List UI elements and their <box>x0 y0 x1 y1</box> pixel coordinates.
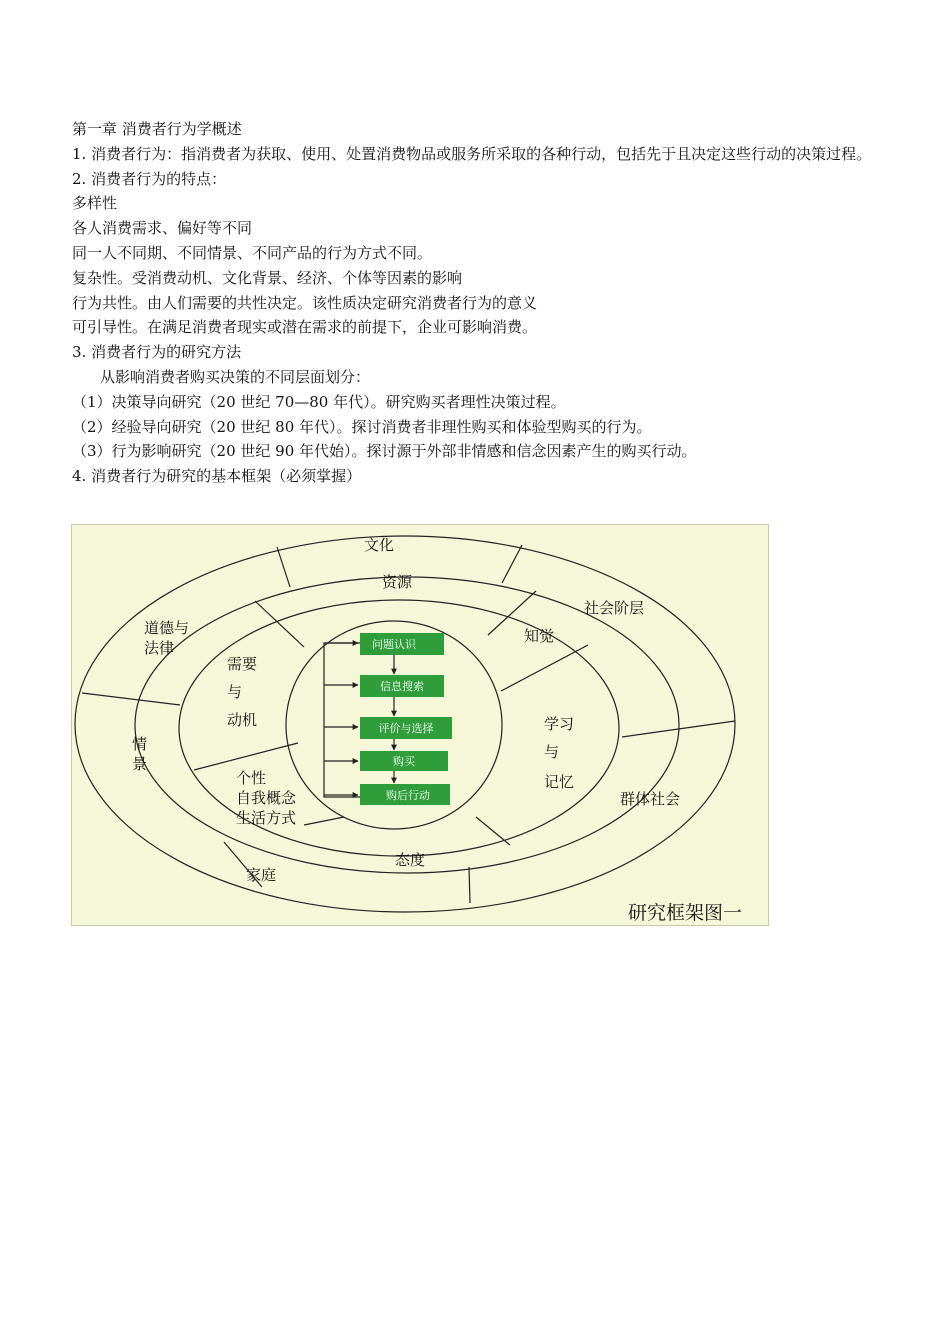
text-line: 复杂性。受消费动机、文化背景、经济、个体等因素的影响 <box>72 268 463 287</box>
label-culture: 文化 <box>363 536 395 554</box>
figure-caption: 研究框架图一 <box>628 902 743 924</box>
text-line: （3）行为影响研究（20 世纪 90 年代始）。探讨源于外部非情感和信念因素产生的购买行动。 <box>72 442 697 461</box>
label-learning: 记忆 <box>544 773 575 791</box>
label-social-class: 社会阶层 <box>584 599 645 617</box>
step-label: 信息搜索 <box>380 680 424 693</box>
label-resources: 资源 <box>381 573 413 591</box>
document-body <box>72 117 872 489</box>
divider <box>502 545 522 583</box>
label-situation: 景 <box>132 755 148 773</box>
step-label: 评价与选择 <box>378 722 434 735</box>
text-line: 各人消费需求、偏好等不同 <box>72 219 253 238</box>
text-line: 行为共性。由人们需要的共性决定。该性质决定研究消费者行为的意义 <box>72 293 538 312</box>
text-line: 多样性 <box>72 194 118 213</box>
divider <box>304 817 344 825</box>
heading-characteristics: 2. 消费者行为的特点： <box>72 169 227 188</box>
label-group: 群体社会 <box>620 790 681 808</box>
text-line: 可引导性。在满足消费者现实或潜在需求的前提下，企业可影响消费。 <box>72 318 538 337</box>
label-needs: 与 <box>227 683 243 701</box>
heading-framework: 4. 消费者行为研究的基本框架（必须掌握） <box>72 467 362 486</box>
label-perception: 知觉 <box>524 627 555 645</box>
divider <box>476 817 510 845</box>
label-family: 家庭 <box>246 866 277 884</box>
divider <box>469 867 470 903</box>
process-steps <box>360 633 452 805</box>
label-learning: 学习 <box>544 715 575 733</box>
flow-bracket <box>324 643 360 797</box>
label-ethics: 道德与 <box>144 619 190 637</box>
label-personality: 生活方式 <box>236 809 297 827</box>
divider <box>277 547 290 587</box>
divider <box>501 645 588 691</box>
label-personality: 自我概念 <box>236 789 297 807</box>
text-line: （1）决策导向研究（20 世纪 70—80 年代）。研究购买者理性决策过程。 <box>72 392 566 411</box>
step-label: 购买 <box>393 755 415 768</box>
framework-svg <box>72 525 768 925</box>
text-line: （2）经验导向研究（20 世纪 80 年代）。探讨消费者非理性购买和体验型购买的行为。 <box>72 417 652 436</box>
label-personality: 个性 <box>236 769 267 787</box>
divider <box>255 601 304 647</box>
step-label: 购后行动 <box>386 789 430 802</box>
text-line: 同一人不同期、不同情景、不同产品的行为方式不同。 <box>72 243 433 262</box>
step-label: 问题认识 <box>372 638 416 651</box>
label-needs: 需要 <box>227 655 258 673</box>
label-needs: 动机 <box>227 711 258 729</box>
label-attitude: 态度 <box>394 851 426 869</box>
divider <box>82 693 180 705</box>
framework-diagram <box>71 524 769 926</box>
label-ethics: 法律 <box>144 639 175 657</box>
chapter-title: 第一章 消费者行为学概述 <box>72 120 242 138</box>
heading-methods: 3. 消费者行为的研究方法 <box>72 343 242 362</box>
label-learning: 与 <box>544 743 560 761</box>
text-line: 从影响消费者购买决策的不同层面划分： <box>100 367 371 386</box>
label-situation: 情 <box>132 735 148 753</box>
divider <box>194 743 298 770</box>
paragraph-definition: 1. 消费者行为：指消费者为获取、使用、处置消费物品或服务所采取的各种行动，包括先于且决定这些行动的决策过程。 <box>72 144 872 163</box>
